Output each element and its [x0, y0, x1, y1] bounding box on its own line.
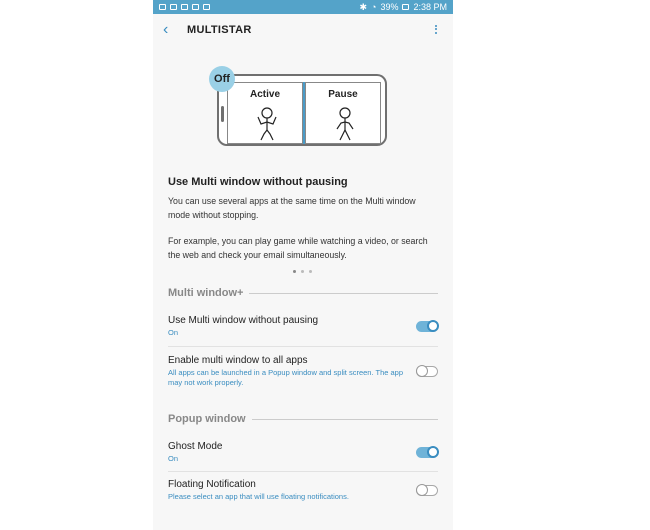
page-indicator — [293, 270, 312, 273]
status-bar — [153, 0, 453, 14]
setting-subtitle: All apps can be launched in a Popup window and split screen. The app may not work properly. — [168, 368, 404, 387]
toggle-switch[interactable] — [416, 321, 438, 332]
intro-title: Use Multi window without pausing — [168, 176, 348, 188]
toggle-knob — [427, 446, 439, 458]
stick-figure-icon — [252, 107, 282, 141]
status-icons-right — [359, 2, 447, 13]
page-dot — [309, 270, 312, 273]
setting-title: Ghost Mode — [168, 441, 223, 452]
active-pane — [227, 82, 303, 144]
battery-icon — [402, 4, 409, 10]
setting-title: Use Multi window without pausing — [168, 315, 319, 326]
image-icon — [159, 4, 166, 10]
pause-pane — [305, 82, 381, 144]
toggle-switch[interactable] — [416, 366, 438, 377]
page-title: MULTISTAR — [187, 24, 252, 36]
section-title: Popup window — [168, 413, 246, 425]
section-multi-window — [168, 287, 438, 299]
page-dot — [301, 270, 304, 273]
toggle-knob — [416, 365, 428, 377]
setting-subtitle: On — [168, 328, 179, 337]
device-frame — [217, 74, 387, 146]
section-title: Multi window+ — [168, 287, 244, 299]
section-rule — [252, 419, 438, 420]
key-icon — [203, 4, 210, 10]
setting-subtitle: Please select an app that will use floating notifications. — [168, 492, 349, 501]
row-divider — [168, 346, 438, 347]
setting-ghost-mode[interactable] — [168, 441, 438, 464]
toggle-knob — [416, 484, 428, 496]
toggle-switch[interactable] — [416, 485, 438, 496]
off-badge: Off — [209, 66, 235, 92]
page-dot — [293, 270, 296, 273]
wifi-icon: ◔ — [371, 2, 377, 12]
setting-multi-window-all-apps[interactable] — [168, 355, 438, 388]
bluetooth-icon: ✱ — [359, 1, 368, 12]
app-bar — [153, 14, 453, 46]
stick-figure-icon — [330, 107, 360, 141]
section-popup-window — [168, 413, 438, 425]
setting-floating-notification[interactable] — [168, 479, 438, 502]
more-options-icon[interactable] — [435, 23, 439, 35]
multi-window-illustration — [215, 72, 391, 150]
setting-subtitle: On — [168, 454, 179, 463]
toggle-knob — [427, 320, 439, 332]
section-rule — [249, 293, 438, 294]
setting-title: Enable multi window to all apps — [168, 355, 308, 366]
battery-percent: 39% — [380, 2, 399, 12]
toggle-switch[interactable] — [416, 447, 438, 458]
clock: 2:38 PM — [413, 2, 447, 12]
setting-multi-window-no-pause[interactable] — [168, 315, 438, 338]
device-button — [221, 106, 224, 122]
intro-paragraph-2: For example, you can play game while watching a video, or search the web and check your email simultaneously. — [168, 236, 428, 260]
intro-paragraph-1: You can use several apps at the same time on the Multi window mode without stopping. — [168, 196, 416, 220]
setting-title: Floating Notification — [168, 479, 256, 490]
back-arrow-icon[interactable]: ‹ — [163, 21, 169, 38]
phone-screen — [153, 0, 453, 530]
pause-label: Pause — [328, 89, 358, 100]
wifi-call-icon — [181, 4, 188, 10]
email-icon — [192, 4, 199, 10]
status-icons-left — [159, 4, 210, 10]
active-label: Active — [249, 89, 280, 100]
row-divider — [168, 471, 438, 472]
bag-icon — [170, 4, 177, 10]
